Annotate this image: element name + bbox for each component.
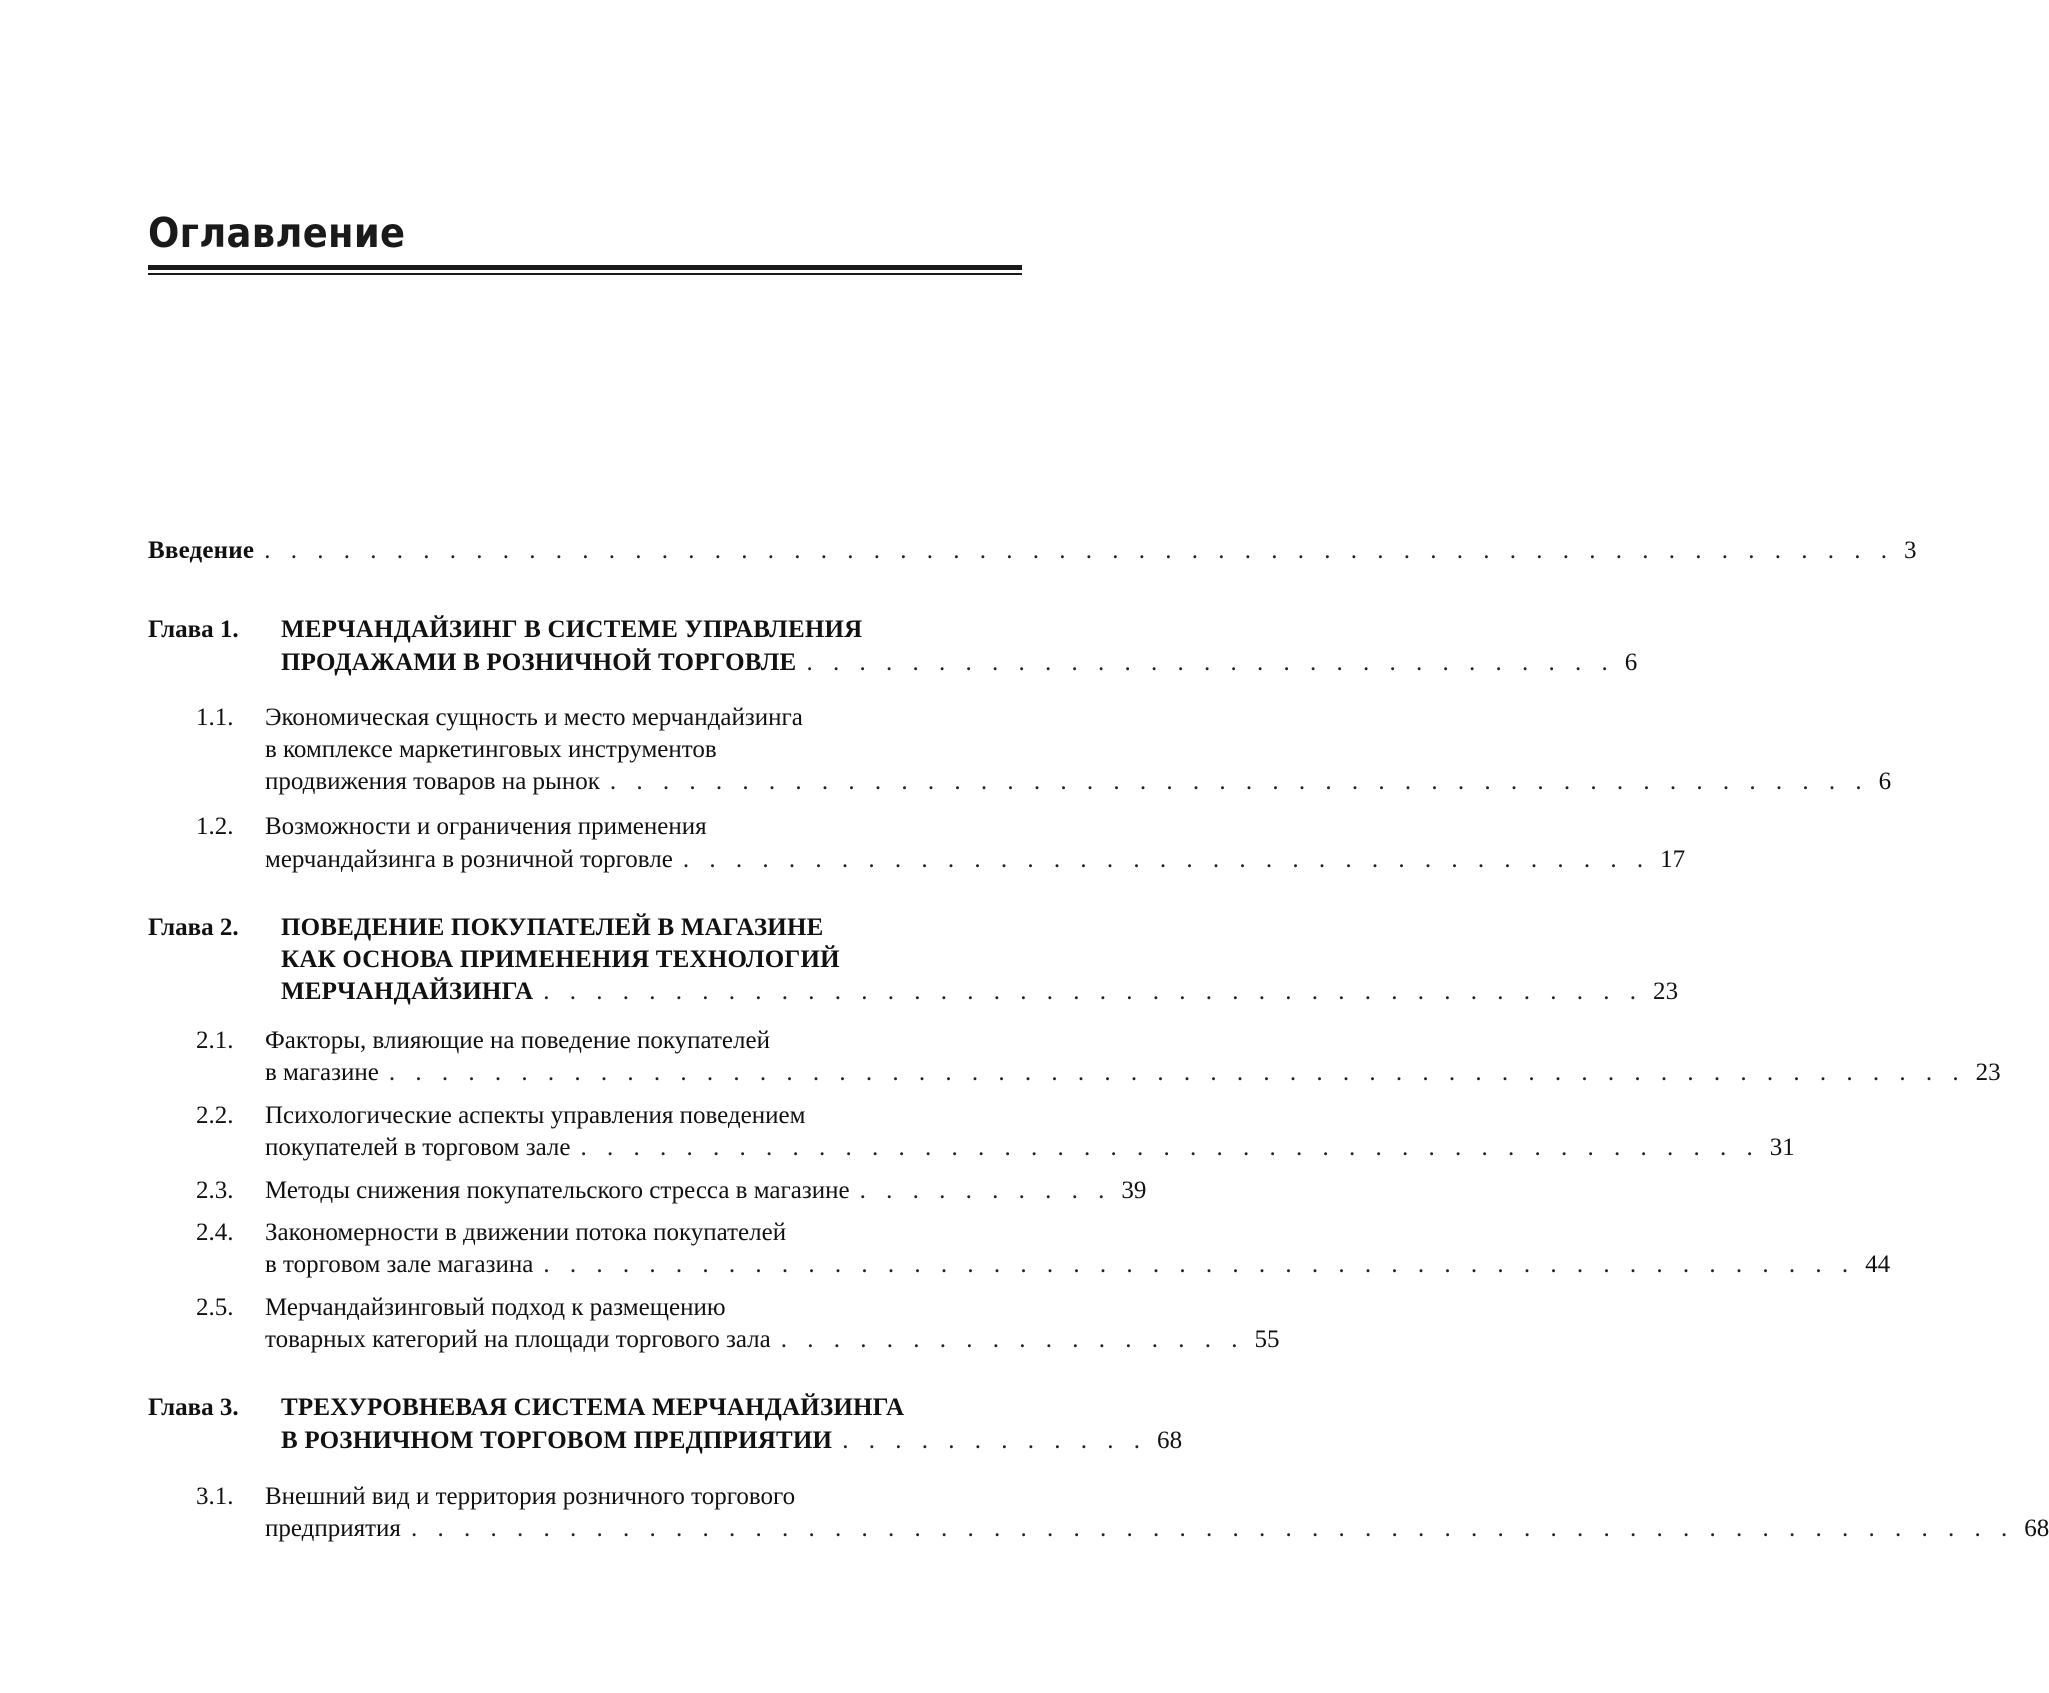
section-number: 1.1. bbox=[196, 704, 234, 731]
page-number: 39 bbox=[1121, 1177, 1147, 1204]
section-title-line[interactable]: Методы снижения покупательского стресса в магазине . . . . . . . . . . 39 bbox=[265, 1174, 1022, 1208]
dot-leader: . . . . . . . . . . . . . . . . . . . . . . . . . . . . . . . . . . . . . . . . . . . . . bbox=[580, 1134, 1760, 1161]
section-title-line[interactable]: продвижения товаров на рынок . . . . . . . . . . . . . . . . . . . . . . . . . . . . . . . . . . . . . . . . . . . . . . . . 6 bbox=[265, 765, 1022, 799]
chapter-title-line[interactable]: МЕРЧАНДАЙЗИНГ В СИСТЕМЕ УПРАВЛЕНИЯ bbox=[281, 616, 863, 643]
chapter-title-line[interactable]: В РОЗНИЧНОМ ТОРГОВОМ ПРЕДПРИЯТИИ . . . . . . . . . . . . 68 bbox=[281, 1424, 1022, 1458]
section-title-line[interactable]: предприятия . . . . . . . . . . . . . . . . . . . . . . . . . . . . . . . . . . . . . . . . . . . . . . . . . . . . . . . . . . . . . 68 bbox=[265, 1512, 1022, 1546]
section-title-line[interactable]: мерчандайзинга в розничной торговле . . . . . . . . . . . . . . . . . . . . . . . . . . . . . . . . . . . . . 17 bbox=[265, 843, 1022, 877]
section-title-line[interactable]: Возможности и ограничения применения bbox=[265, 813, 707, 840]
dot-leader: . . . . . . . . . . . . . . . . . . . . . . . . . . . . . . . . . . . . . . . . . . bbox=[543, 978, 1643, 1005]
section-title-line[interactable]: товарных категорий на площади торгового зала . . . . . . . . . . . . . . . . . . 55 bbox=[265, 1323, 1022, 1357]
section-number: 2.3. bbox=[196, 1177, 234, 1204]
section-number: 2.5. bbox=[196, 1294, 234, 1321]
section-title-line[interactable]: покупателей в торговом зале . . . . . . . . . . . . . . . . . . . . . . . . . . . . . . . . . . . . . . . . . . . . . 31 bbox=[265, 1131, 1022, 1165]
dot-leader: . . . . . . . . . . bbox=[859, 1177, 1112, 1204]
page-number: 68 bbox=[2024, 1515, 2049, 1542]
section-number: 1.2. bbox=[196, 813, 234, 840]
dot-leader: . . . . . . . . . . . . . . . . . . bbox=[780, 1326, 1245, 1353]
dot-leader: . . . . . . . . . . . . . . . . . . . . . . . . . . . . . . . . . . . . . . . . . . . . . . . . . . bbox=[543, 1251, 1856, 1278]
section-title-line[interactable]: Экономическая сущность и место мерчандайзинга bbox=[265, 704, 803, 731]
section-number: 2.1. bbox=[196, 1027, 234, 1054]
page-number: 3 bbox=[1903, 537, 1917, 564]
page-number: 68 bbox=[1156, 1427, 1183, 1454]
chapter-label: Глава 2. bbox=[148, 914, 239, 941]
page-number: 31 bbox=[1769, 1134, 1795, 1161]
chapter-title-line[interactable]: КАК ОСНОВА ПРИМЕНЕНИЯ ТЕХНОЛОГИЙ bbox=[281, 946, 840, 973]
dot-leader: . . . . . . . . . . . . . . . . . . . . . . . . . . . . . . . . . . . . . . . . . . . . . . . . . . . . . . . . . . . . . . bbox=[264, 537, 1894, 564]
section-title-line[interactable]: в магазине . . . . . . . . . . . . . . . . . . . . . . . . . . . . . . . . . . . . . . . . . . . . . . . . . . . . . . . . . . . . 23 bbox=[265, 1056, 1022, 1090]
dot-leader: . . . . . . . . . . . . . . . . . . . . . . . . . . . . . . . . . . . . . . . . . . . . . . . . . . . . . . . . . . . . . bbox=[410, 1515, 2015, 1542]
dot-leader: . . . . . . . . . . . . bbox=[842, 1427, 1147, 1454]
section-title-line[interactable]: Факторы, влияющие на поведение покупателей bbox=[265, 1027, 770, 1054]
section-number: 2.2. bbox=[196, 1102, 234, 1129]
section-title-line[interactable]: в торговом зале магазина . . . . . . . . . . . . . . . . . . . . . . . . . . . . . . . . . . . . . . . . . . . . . . . . . . 44 bbox=[265, 1248, 1022, 1282]
chapter-label: Глава 1. bbox=[148, 616, 239, 643]
chapter-title-line[interactable]: ТРЕХУРОВНЕВАЯ СИСТЕМА МЕРЧАНДАЙЗИНГА bbox=[281, 1394, 905, 1421]
chapter-title-line[interactable]: МЕРЧАНДАЙЗИНГА . . . . . . . . . . . . . . . . . . . . . . . . . . . . . . . . . . . . . . . . . . 23 bbox=[281, 975, 1022, 1009]
section-number: 3.1. bbox=[196, 1483, 234, 1510]
dot-leader: . . . . . . . . . . . . . . . . . . . . . . . . . . . . . . . . . . . . . . . . . . . . . . . . bbox=[609, 768, 1869, 795]
toc-entry-intro[interactable] bbox=[148, 534, 1917, 568]
page-number: 44 bbox=[1865, 1251, 1891, 1278]
page-number: 6 bbox=[1878, 768, 1892, 795]
section-number: 2.4. bbox=[196, 1219, 234, 1246]
section-title-line[interactable]: Мерчандайзинговый подход к размещению bbox=[265, 1294, 726, 1321]
toc-entry-label: Введение bbox=[148, 537, 255, 564]
section-title-line[interactable]: Внешний вид и территория розничного торгового bbox=[265, 1483, 796, 1510]
section-title-line[interactable]: в комплексе маркетинговых инструментов bbox=[265, 736, 717, 763]
section-title-line[interactable]: Психологические аспекты управления поведением bbox=[265, 1102, 806, 1129]
page-number: 23 bbox=[1652, 978, 1679, 1005]
chapter-title-line[interactable]: ПРОДАЖАМИ В РОЗНИЧНОЙ ТОРГОВЛЕ . . . . . . . . . . . . . . . . . . . . . . . . . . . . . . . 6 bbox=[281, 646, 1022, 680]
page-title: Оглавление bbox=[148, 209, 406, 257]
section-title-line[interactable]: Закономерности в движении потока покупателей bbox=[265, 1219, 787, 1246]
dot-leader: . . . . . . . . . . . . . . . . . . . . . . . . . . . . . . . . . . . . . . . . . . . . . . . . . . . . . . . . . . . . bbox=[388, 1059, 1966, 1086]
chapter-label: Глава 3. bbox=[148, 1394, 239, 1421]
page-number: 23 bbox=[1975, 1059, 2001, 1086]
page-number: 55 bbox=[1254, 1326, 1280, 1353]
page-number: 17 bbox=[1660, 846, 1686, 873]
dot-leader: . . . . . . . . . . . . . . . . . . . . . . . . . . . . . . . . . . . . . bbox=[682, 846, 1651, 873]
page-number: 6 bbox=[1624, 649, 1638, 676]
chapter-title-line[interactable]: ПОВЕДЕНИЕ ПОКУПАТЕЛЕЙ В МАГАЗИНЕ bbox=[281, 914, 824, 941]
dot-leader: . . . . . . . . . . . . . . . . . . . . . . . . . . . . . . . bbox=[806, 649, 1615, 676]
